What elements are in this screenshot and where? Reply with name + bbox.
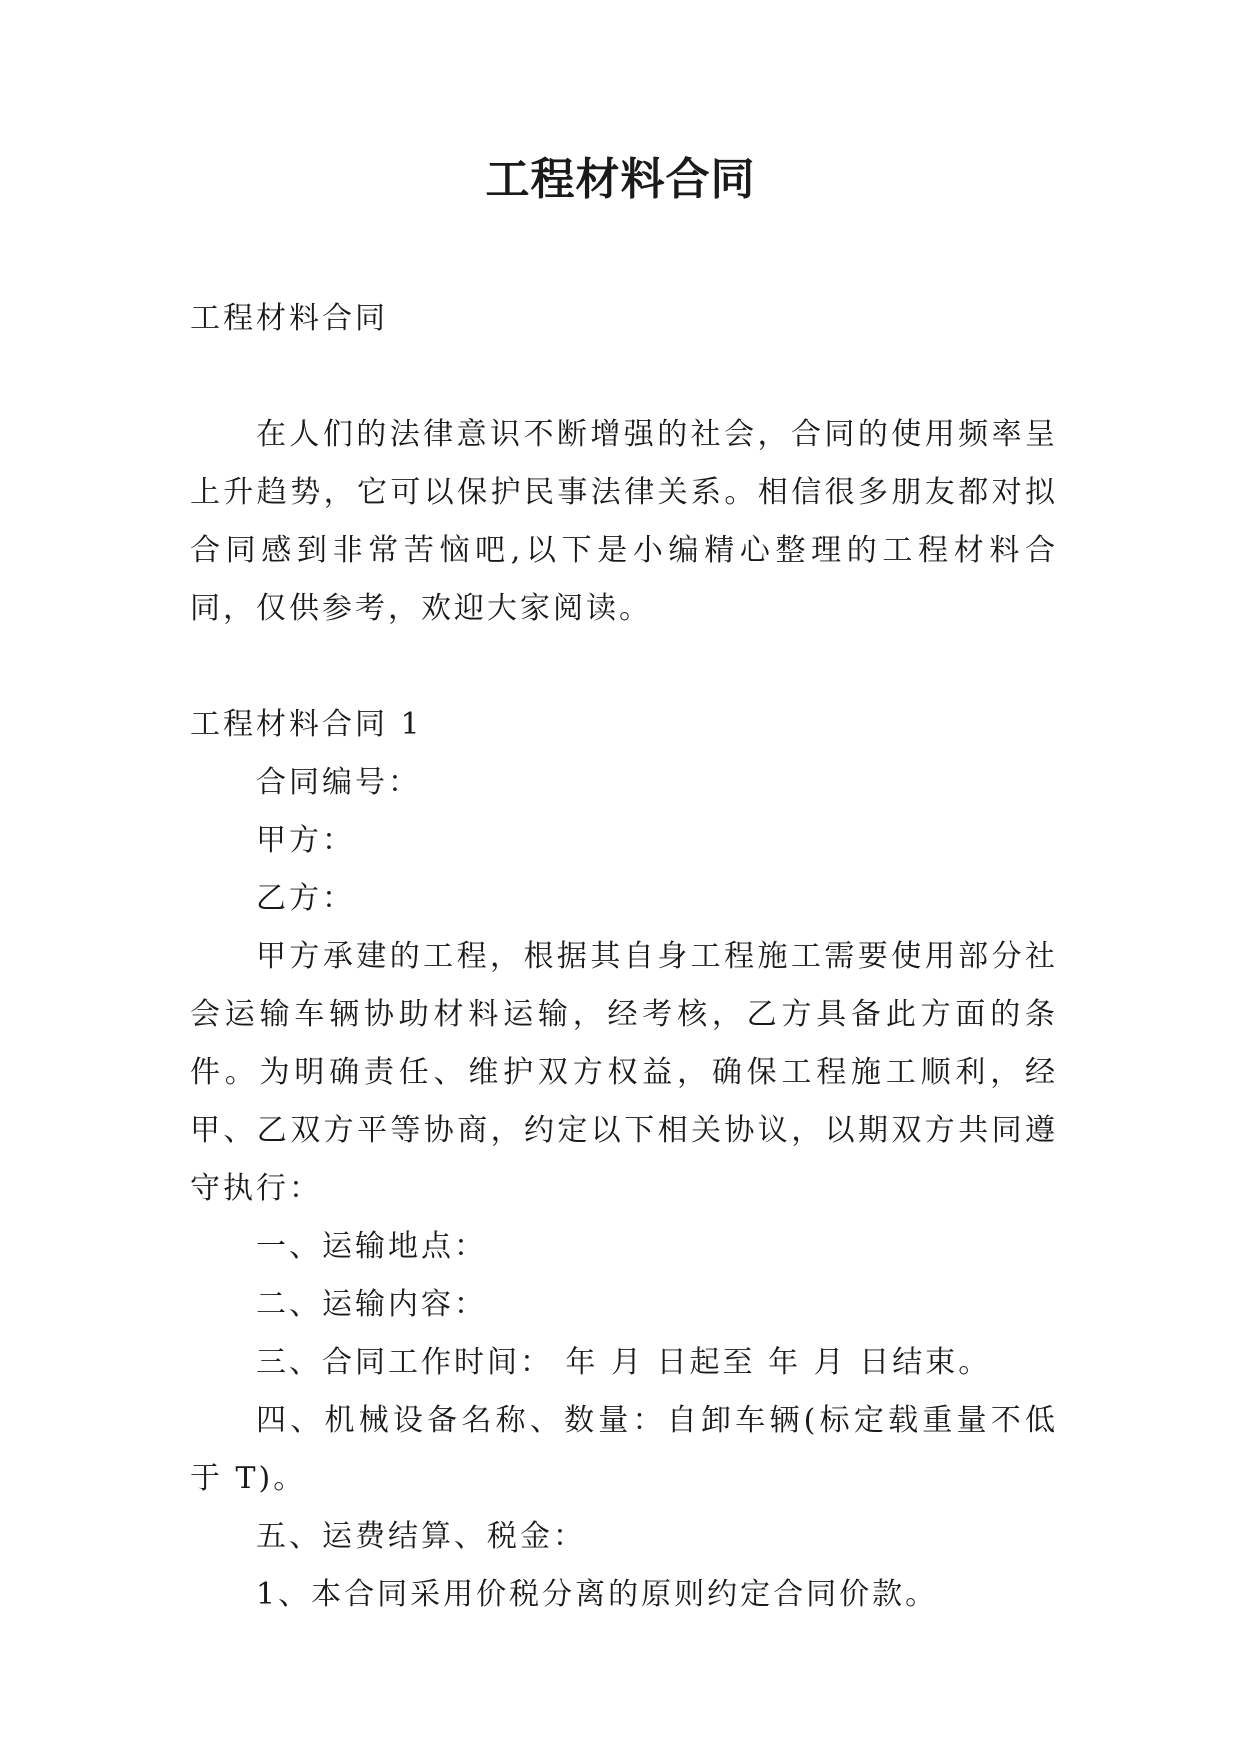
clause-4: 四、机械设备名称、数量：自卸车辆(标定载重量不低于 T)。 (190, 1403, 1058, 1496)
document-title: 工程材料合同 (485, 154, 756, 205)
clause-3: 三、合同工作时间： 年 月 日起至 年 月 日结束。 (256, 1345, 992, 1380)
document-body (190, 290, 1058, 1624)
clause-1: 一、运输地点： (256, 1229, 487, 1264)
party-b-line: 乙方： (256, 881, 355, 916)
clause-5-1: 1、本合同采用价税分离的原则约定合同价款。 (256, 1577, 939, 1612)
party-a-line: 甲方： (256, 823, 355, 858)
section-heading: 工程材料合同 1 (190, 707, 423, 742)
contract-number-line: 合同编号： (256, 765, 421, 800)
clause-2: 二、运输内容： (256, 1287, 487, 1322)
preamble-paragraph: 甲方承建的工程，根据其自身工程施工需要使用部分社会运输车辆协助材料运输，经考核，乙方具备此方面的条件。为明确责任、维护双方权益，确保工程施工顺利，经甲、乙双方平等协商，约定以下相关协议，以期双方共同遵守执行： (190, 939, 1058, 1206)
document-subtitle: 工程材料合同 (190, 301, 388, 336)
clause-5: 五、运费结算、税金： (256, 1519, 586, 1554)
intro-paragraph: 在人们的法律意识不断增强的社会，合同的使用频率呈上升趋势，它可以保护民事法律关系。相信很多朋友都对拟合同感到非常苦恼吧,以下是小编精心整理的工程材料合同，仅供参考，欢迎大家阅读。 (190, 417, 1058, 626)
